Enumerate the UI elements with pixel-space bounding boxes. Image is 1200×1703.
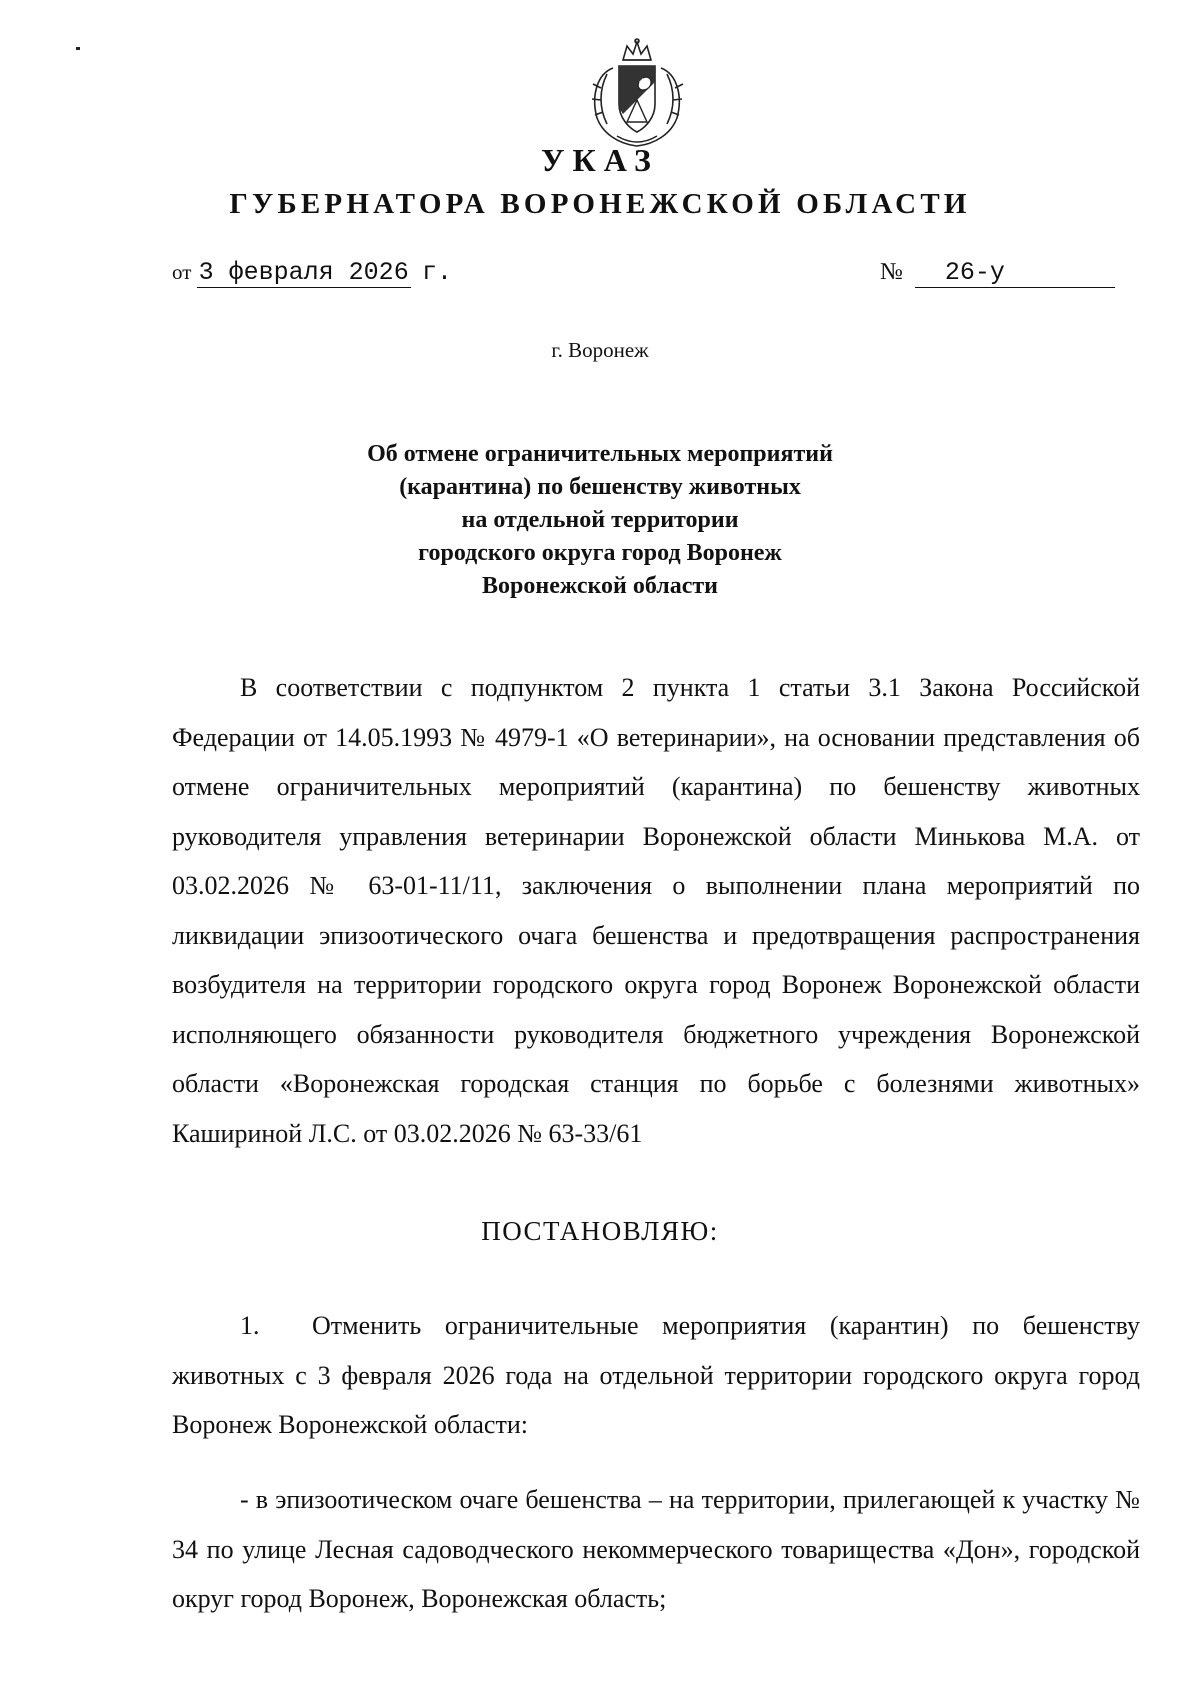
subject-line: Об отмене ограничительных мероприятий xyxy=(367,441,833,467)
scan-speck xyxy=(76,47,80,50)
number-field xyxy=(880,258,1115,288)
subject-line: (карантина) по бешенству животных xyxy=(399,474,801,500)
item-1-text: Отменить ограничительные мероприятия (карантин) по бешенству животных с 3 февраля 2026 года на отдельной территории городского округа город Воронеж Воронежской области: xyxy=(172,1311,1140,1439)
number-value: 26-у xyxy=(915,258,1115,288)
item-1-paragraph xyxy=(172,1301,1140,1450)
voronezh-coat-of-arms-icon xyxy=(583,38,691,148)
item-1-bullet: - в эпизоотическом очаге бешенства – на территории, прилегающей к участку № 34 по улице Лесная садоводческого некоммерческого товарищества «Дон», городской округ город Воронеж, Воронежская область; xyxy=(172,1485,1140,1613)
subject-line: городского округа город Воронеж xyxy=(418,540,782,566)
date-suffix: г. xyxy=(421,258,452,287)
number-label: № xyxy=(880,259,903,285)
preamble-paragraph: В соответствии с подпунктом 2 пункта 1 статьи 3.1 Закона Российской Федерации от 14.05.1993 № 4979-1 «О ветеринарии», на основании представления об отмене ограничительных мероприятий (карантина) по бешенству животных руководителя управления ветеринарии Воронежской области Минькова М.А. от 03.02.2026 № 63-01-11/11, заключения о выполнении плана мероприятий по ликвидации эпизоотического очага бешенства и предотвращения распространения возбудителя на территории городского округа город Воронеж Воронежской области исполняющего обязанности руководителя бюджетного учреждения Воронежской области «Воронежская городская станция по борьбе с болезнями животных» Кашириной Л.С. от 03.02.2026 № 63-33/61 xyxy=(172,673,1140,1148)
subject-line: Воронежской области xyxy=(482,573,718,599)
date-field xyxy=(172,258,452,287)
document-subject xyxy=(0,438,1200,603)
city-line: г. Воронеж xyxy=(551,338,649,362)
subject-line: на отдельной территории xyxy=(461,507,739,533)
issuer-title: ГУБЕРНАТОРА ВОРОНЕЖСКОЙ ОБЛАСТИ xyxy=(229,188,971,220)
date-prefix: от xyxy=(172,260,192,284)
item-1-number: 1. xyxy=(240,1311,260,1340)
decree-heading: ПОСТАНОВЛЯЮ: xyxy=(481,1216,719,1246)
date-value: 3 февраля 2026 xyxy=(198,258,409,287)
document-type-title: УКАЗ xyxy=(541,142,659,178)
